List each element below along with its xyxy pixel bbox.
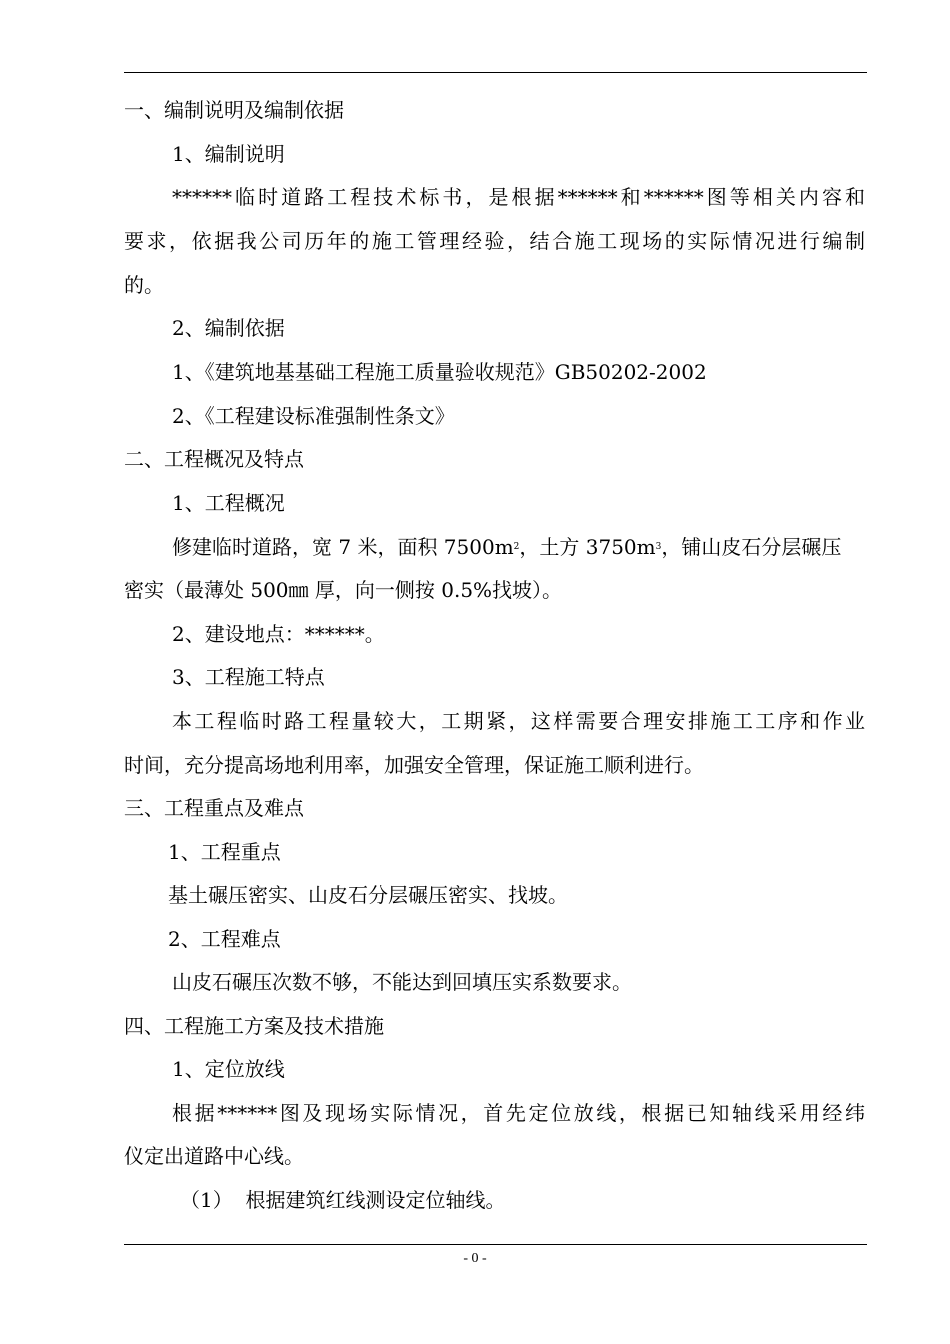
page-number: - 0 - [463,1251,487,1266]
paragraph-line: 要求，依据我公司历年的施工管理经验，结合施工现场的实际情况进行编制 [124,229,865,253]
subsection-heading: 1、定位放线 [172,1057,285,1081]
paragraph-line: ******临时道路工程技术标书，是根据******和******图等相关内容和 [172,185,865,209]
area-text: 修建临时道路，宽 7 米，面积 7500m [172,535,514,559]
section-heading-4: 四、工程施工方案及技术措施 [124,1014,384,1038]
reference-item: 1、《建筑地基基础工程施工质量验收规范》GB50202-2002 [172,360,707,384]
section-heading-2: 二、工程概况及特点 [124,447,304,471]
paragraph-line: 的。 [124,273,164,297]
header-rule [124,72,867,73]
list-item: （1） 根据建筑红线测设定位轴线。 [180,1188,506,1212]
subsection-heading: 1、工程重点 [168,840,281,864]
paragraph-line: 基土碾压密实、山皮石分层碾压密实、找坡。 [168,883,568,907]
section-heading-1: 一、编制说明及编制依据 [124,98,344,122]
subsection-heading: 1、编制说明 [172,142,285,166]
subsection-heading: 2、工程难点 [168,927,281,951]
area-superscript: 2 [513,542,520,552]
paragraph-line-area [172,533,865,561]
footer-rule [124,1244,867,1245]
paragraph-line: 本工程临时路工程量较大，工期紧，这样需要合理安排施工工序和作业 [172,709,865,733]
paragraph-line: 时间，充分提高场地利用率，加强安全管理，保证施工顺利进行。 [124,753,704,777]
subsection-heading: 2、建设地点：******。 [172,622,385,646]
paragraph-line: 山皮石碾压次数不够，不能达到回填压实系数要求。 [172,970,632,994]
volume-superscript: 3 [655,542,662,552]
section-heading-3: 三、工程重点及难点 [124,796,304,820]
earthwork-text: ，土方 3750m [519,535,656,559]
material-text: ，铺山皮石分层碾压 [661,535,842,559]
paragraph-line: 密实（最薄处 500㎜ 厚，向一侧按 0.5%找坡）。 [124,578,563,602]
reference-item: 2、《工程建设标准强制性条文》 [172,404,455,428]
subsection-heading: 2、编制依据 [172,316,285,340]
subsection-heading: 1、工程概况 [172,491,285,515]
paragraph-line: 仪定出道路中心线。 [124,1144,304,1168]
paragraph-line: 根据******图及现场实际情况，首先定位放线，根据已知轴线采用经纬 [172,1101,865,1125]
subsection-heading: 3、工程施工特点 [172,665,325,689]
